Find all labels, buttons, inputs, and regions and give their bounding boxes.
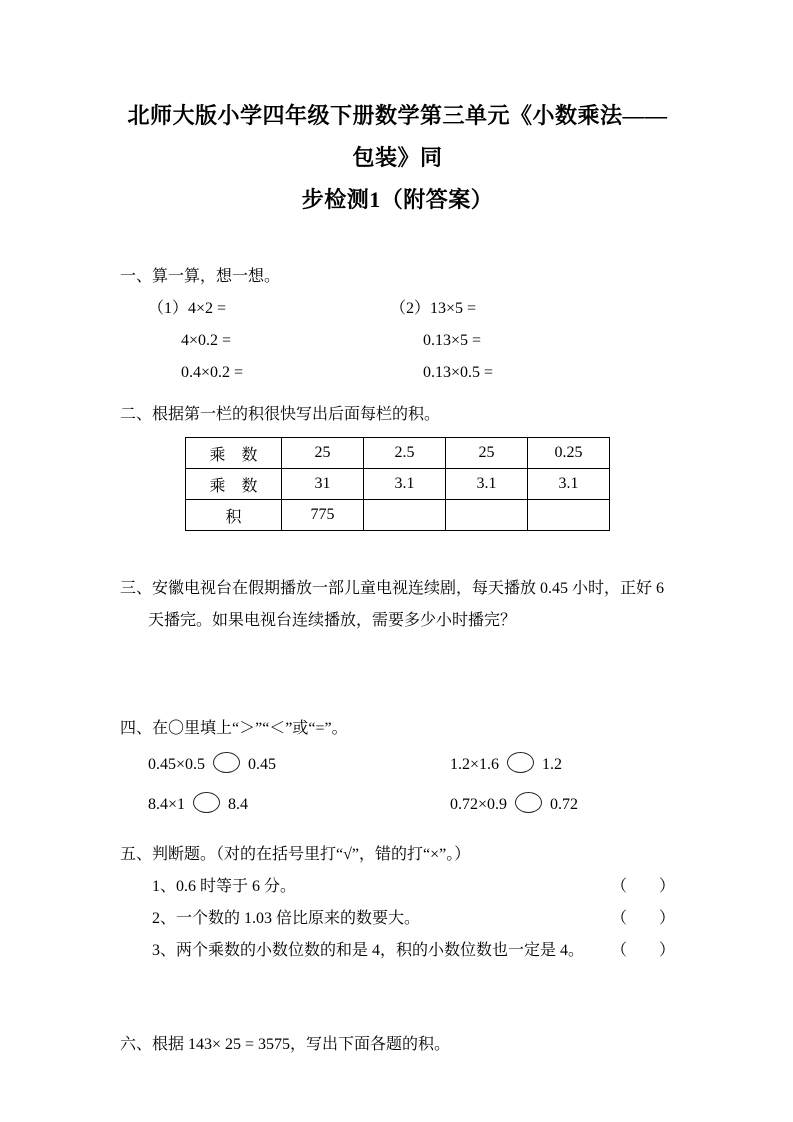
judge-text: 1、0.6 时等于 6 分。 [152, 878, 297, 895]
table-cell: 31 [282, 469, 364, 500]
comparison-circle [515, 792, 542, 813]
title-line-2: 步检测1（附答案） [301, 187, 494, 212]
section-5-heading: 五、判断题。（对的在括号里打“√”，错的打“×”。） [120, 846, 471, 863]
expression: （2）13×5 = [390, 300, 477, 317]
comparison-circle [193, 792, 220, 813]
section-true-false [120, 839, 675, 967]
expression: 0.4×0.2 = [181, 364, 244, 381]
title-line-1: 北师大版小学四年级下册数学第三单元《小数乘法——包装》同 [127, 103, 668, 170]
calc-row [148, 293, 675, 325]
word-problem-line-1: 三、安徽电视台在假期播放一部儿童电视连续剧，每天播放 0.45 小时，正好 6 [120, 580, 665, 597]
expression: 0.13×0.5 = [423, 364, 494, 381]
table-cell [446, 500, 528, 531]
table-cell: 3.1 [446, 469, 528, 500]
expression: 0.45 [248, 756, 277, 773]
table-row [186, 500, 610, 531]
table-cell: 3.1 [528, 469, 610, 500]
table-cell: 乘 数 [186, 469, 282, 500]
section-word-problem [120, 573, 675, 637]
section-derive-products [120, 1029, 675, 1061]
compare-row [148, 785, 675, 825]
compare-item [450, 745, 675, 785]
expression: 0.72×0.9 [450, 796, 508, 813]
products-table [185, 437, 610, 531]
expression: 8.4×1 [148, 796, 186, 813]
answer-parentheses: （ ） [610, 942, 675, 959]
expression: 0.13×5 = [423, 332, 482, 349]
compare-item [450, 785, 675, 825]
expression: 1.2 [542, 756, 563, 773]
compare-item [148, 745, 450, 785]
table-cell: 积 [186, 500, 282, 531]
table-cell: 乘 数 [186, 438, 282, 469]
calc-row [148, 325, 675, 357]
table-cell: 775 [282, 500, 364, 531]
section-1-heading: 一、算一算，想一想。 [120, 268, 281, 285]
expression: 8.4 [228, 796, 249, 813]
judge-item [152, 871, 675, 903]
judge-item [152, 935, 675, 967]
section-6-heading: 六、根据 143× 25 = 3575，写出下面各题的积。 [120, 1036, 451, 1053]
judge-text: 2、一个数的 1.03 倍比原来的数要大。 [152, 910, 421, 927]
section-calculate [120, 261, 675, 389]
judge-text: 3、两个乘数的小数位数的和是 4，积的小数位数也一定是 4。 [152, 942, 585, 959]
answer-parentheses: （ ） [610, 878, 675, 895]
section-products-table [120, 399, 675, 531]
section-compare [120, 713, 675, 825]
answer-parentheses: （ ） [610, 910, 675, 927]
expression: 4×0.2 = [181, 332, 232, 349]
section-2-heading: 二、根据第一栏的积很快写出后面每栏的积。 [120, 406, 441, 423]
expression: 0.45×0.5 [148, 756, 206, 773]
table-row [186, 438, 610, 469]
table-cell [364, 500, 446, 531]
section-4-heading: 四、在〇里填上“＞”“＜”或“=”。 [120, 720, 348, 737]
judge-item [152, 903, 675, 935]
calc-grid [148, 293, 675, 389]
table-cell: 3.1 [364, 469, 446, 500]
comparison-circle [213, 752, 240, 773]
comparison-circle [507, 752, 534, 773]
compare-item [148, 785, 450, 825]
expression: 0.72 [550, 796, 579, 813]
table-cell: 25 [282, 438, 364, 469]
table-cell: 2.5 [364, 438, 446, 469]
compare-row [148, 745, 675, 785]
expression: 1.2×1.6 [450, 756, 500, 773]
table-cell: 0.25 [528, 438, 610, 469]
table-row [186, 469, 610, 500]
page-title [120, 95, 675, 221]
expression: （1）4×2 = [148, 300, 227, 317]
word-problem-line-2: 天播完。如果电视台连续播放，需要多少小时播完？ [148, 612, 517, 629]
table-cell [528, 500, 610, 531]
table-cell: 25 [446, 438, 528, 469]
calc-row [148, 357, 675, 389]
